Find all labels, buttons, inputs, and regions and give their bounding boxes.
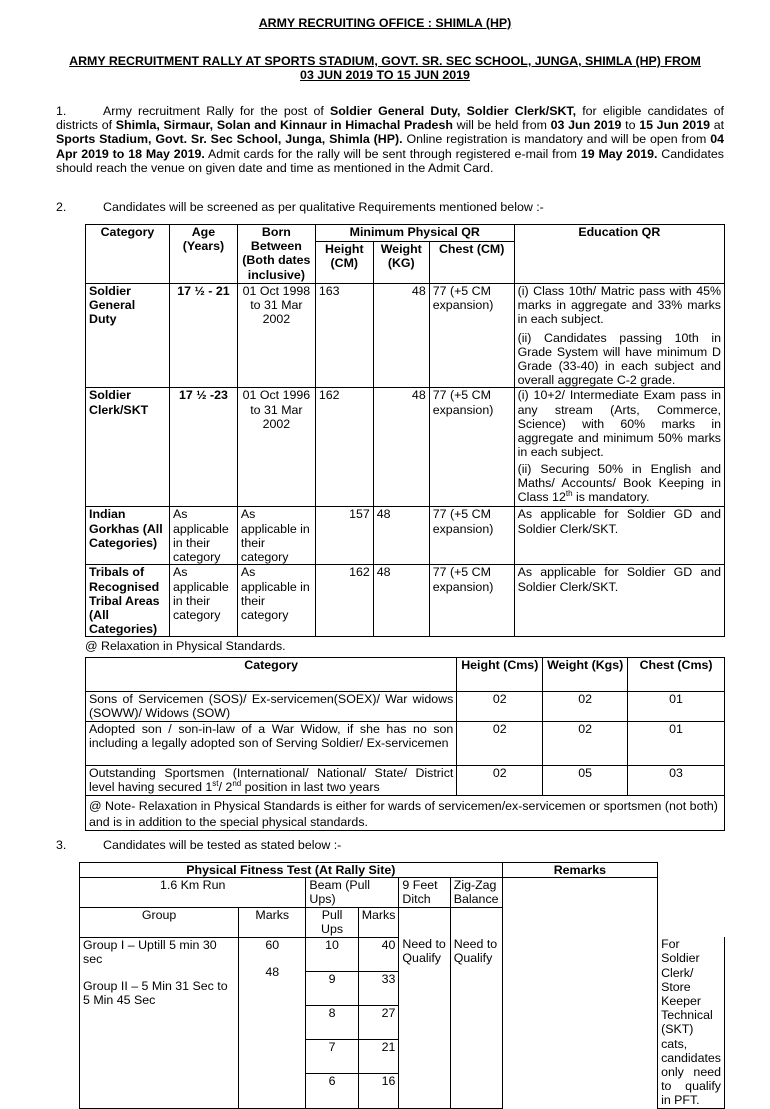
pft-ditch-spacer <box>399 908 450 937</box>
relaxation-table <box>85 657 725 831</box>
pft-group-marks-cell <box>239 937 306 1108</box>
row-tribal-category: Tribals of Recognised Tribal Areas (All Categories) <box>86 565 170 637</box>
row-clerk-edu2: (ii) Securing 50% in English and Maths/ Accounts/ Book Keeping in Class 12th is mandatory. <box>514 462 724 507</box>
para1-text: Army recruitment Rally for the post of Soldier General Duty, Soldier Clerk/SKT, for eligible candidates of districts of Shimla, Sirmaur, Solan and Kinnaur in Himachal Pradesh will be held from 03 Jun 2019 to 15 Jun 2019 at Sports Stadium, Govt. Sr. Sec School, Junga, Shimla (HP). Online registration is mandatory and will be open from 04 Apr 2019 to 18 May 2019. Admit cards for the rally will be sent through registered e-mail from 19 May 2019. Candidates should reach the venue on given date and time as mentioned in the Admit Card. <box>56 104 725 175</box>
row-gorkha-weight: 48 <box>373 507 429 565</box>
row-gorkha-age: As applicable in their category <box>169 507 237 565</box>
relax-row-weight: 02 <box>543 722 628 766</box>
relax-row-height: 02 <box>457 722 543 766</box>
relax-row-chest: 01 <box>628 692 725 722</box>
pft-pullup-count: 8 <box>306 1005 358 1039</box>
pft-remarks-heading: Remarks <box>502 863 657 878</box>
pft-beam-heading: Beam (Pull Ups) <box>306 878 399 908</box>
pft-pullup-count: 9 <box>306 971 358 1005</box>
pft-pullup-count: 10 <box>306 937 358 971</box>
relax-row-chest: 01 <box>628 722 725 766</box>
row-tribal-age: As applicable in their category <box>169 565 237 637</box>
pft-pullup-marks: 27 <box>358 1005 399 1039</box>
relax-row-height: 02 <box>457 766 543 796</box>
physical-fitness-test-table <box>79 862 725 1109</box>
relax-header-category: Category <box>86 658 457 692</box>
relax-row-weight: 05 <box>543 766 628 796</box>
header-born: Born Between (Both dates inclusive) <box>237 225 315 284</box>
para3-number: 3. <box>56 838 67 852</box>
row-gd-edu1: (i) Class 10th/ Matric pass with 45% marks in aggregate and 33% marks in each subject. <box>514 284 724 331</box>
header-chest: Chest (CM) <box>429 242 514 284</box>
pft-group-col: Group <box>80 908 239 937</box>
rally-subtitle-line2: 03 JUN 2019 TO 15 JUN 2019 <box>300 68 470 82</box>
relax-row-chest: 03 <box>628 766 725 796</box>
row-clerk-age: 17 ½ -23 <box>169 388 237 507</box>
row-clerk-weight: 48 <box>373 388 429 507</box>
pft-remarks-value: For Soldier Clerk/ Store Keeper Technical (SKT) cats, candidates only need to qualify in PFT. <box>658 937 725 1108</box>
pft-zigzag-value: Need to Qualify <box>450 937 502 1108</box>
para3-text: Candidates will be tested as stated below :- <box>103 838 342 852</box>
row-gd-edu2: (ii) Candidates passing 10th in Grade System will have minimum D Grade (33-40) in each subject and overall aggregate C-2 grade. <box>514 331 724 388</box>
row-gd-chest: 77 (+5 CM expansion) <box>429 284 514 388</box>
pft-groups-cell <box>80 937 239 1108</box>
pft-group-name: Group I – Uptill 5 min 30 sec <box>83 937 217 966</box>
pft-ditch-value: Need to Qualify <box>399 937 450 1108</box>
pft-pullup-count: 6 <box>306 1074 358 1108</box>
relax-header-chest: Chest (Cms) <box>628 658 725 692</box>
para1-number: 1. <box>56 104 67 118</box>
relax-row-category: Sons of Servicemen (SOS)/ Ex-servicemen(SOEX)/ War widows (SOWW)/ Widows (SOW) <box>86 692 457 722</box>
pft-marks-col2: Marks <box>358 908 399 937</box>
pft-zigzag-heading: Zig-Zag Balance <box>450 878 502 908</box>
pft-run-heading: 1.6 Km Run <box>80 878 306 893</box>
pft-zigzag-spacer <box>450 908 502 937</box>
pft-group-marks: 48 <box>265 964 280 979</box>
relax-header-height: Height (Cms) <box>457 658 543 692</box>
relax-row-category: Outstanding Sportsmen (International/ National/ State/ District level having secured 1st/ 2nd position in last two years <box>86 766 457 796</box>
row-tribal-edu: As applicable for Soldier GD and Soldier Clerk/SKT. <box>514 565 724 637</box>
relax-row-height: 02 <box>457 692 543 722</box>
pft-heading: Physical Fitness Test (At Rally Site) <box>80 863 503 878</box>
relax-row-weight: 02 <box>543 692 628 722</box>
qualitative-requirements-table <box>85 224 725 637</box>
relax-header-weight: Weight (Kgs) <box>543 658 628 692</box>
para2-number: 2. <box>56 200 67 214</box>
row-gorkha-edu: As applicable for Soldier GD and Soldier Clerk/SKT. <box>514 507 724 565</box>
page-title: ARMY RECRUITING OFFICE : SHIMLA (HP) <box>258 16 512 30</box>
row-clerk-chest: 77 (+5 CM expansion) <box>429 388 514 507</box>
relax-note: @ Note- Relaxation in Physical Standards is either for wards of servicemen/ex-servicemen or sportsmen (not both) and is in addition to the special physical standards. <box>86 796 725 831</box>
relaxation-heading: @ Relaxation in Physical Standards. <box>85 639 286 653</box>
row-gd-age: 17 ½ - 21 <box>169 284 237 388</box>
pft-remarks-blank <box>502 878 657 972</box>
row-clerk-category: Soldier Clerk/SKT <box>86 388 170 507</box>
pft-pullup-marks: 33 <box>358 971 399 1005</box>
row-clerk-born: 01 Oct 1996 to 31 Mar 2002 <box>237 388 315 507</box>
row-tribal-chest: 77 (+5 CM expansion) <box>429 565 514 637</box>
pft-marks-col: Marks <box>239 908 306 937</box>
row-gd-born: 01 Oct 1998 to 31 Mar 2002 <box>237 284 315 388</box>
row-gorkha-height: 157 <box>315 507 373 565</box>
para2-text: Candidates will be screened as per qualitative Requirements mentioned below :- <box>103 200 544 214</box>
row-gd-category: Soldier General Duty <box>86 284 170 388</box>
rally-subtitle-line1: ARMY RECRUITMENT RALLY AT SPORTS STADIUM, GOVT. SR. SEC SCHOOL, JUNGA, SHIMLA (HP) FROM <box>69 54 701 68</box>
pft-pullup-marks: 16 <box>358 1074 399 1108</box>
relax-row-category: Adopted son / son-in-law of a War Widow, if she has no son including a legally adopted son of Serving Soldier/ Ex-servicemen <box>86 722 457 766</box>
row-gorkha-category: Indian Gorkhas (All Categories) <box>86 507 170 565</box>
header-min-physical: Minimum Physical QR <box>315 225 514 242</box>
pft-group-name: Group II – 5 Min 31 Sec to 5 Min 45 Sec <box>83 979 228 1008</box>
pft-ditch-heading: 9 Feet Ditch <box>399 878 450 908</box>
header-age: Age (Years) <box>169 225 237 284</box>
row-gd-height: 163 <box>315 284 373 388</box>
pft-run-spacer <box>80 893 306 908</box>
row-tribal-weight: 48 <box>373 565 429 637</box>
pft-pullups-col: Pull Ups <box>306 908 358 937</box>
header-education: Education QR <box>514 225 724 284</box>
row-gd-weight: 48 <box>373 284 429 388</box>
pft-pullup-marks: 21 <box>358 1040 399 1074</box>
row-tribal-height: 162 <box>315 565 373 637</box>
row-gorkha-chest: 77 (+5 CM expansion) <box>429 507 514 565</box>
row-clerk-height: 162 <box>315 388 373 507</box>
header-height: Height (CM) <box>315 242 373 284</box>
row-clerk-edu1: (i) 10+2/ Intermediate Exam pass in any stream (Arts, Commerce, Science) with 60% marks in aggregate and minimum 50% marks in each subject. <box>514 388 724 462</box>
row-gorkha-born: As applicable in their category <box>237 507 315 565</box>
pft-pullup-marks: 40 <box>358 937 399 971</box>
header-weight: Weight (KG) <box>373 242 429 284</box>
header-category: Category <box>86 225 170 284</box>
pft-group-marks: 60 <box>265 937 280 952</box>
row-tribal-born: As applicable in their category <box>237 565 315 637</box>
pft-pullup-count: 7 <box>306 1040 358 1074</box>
